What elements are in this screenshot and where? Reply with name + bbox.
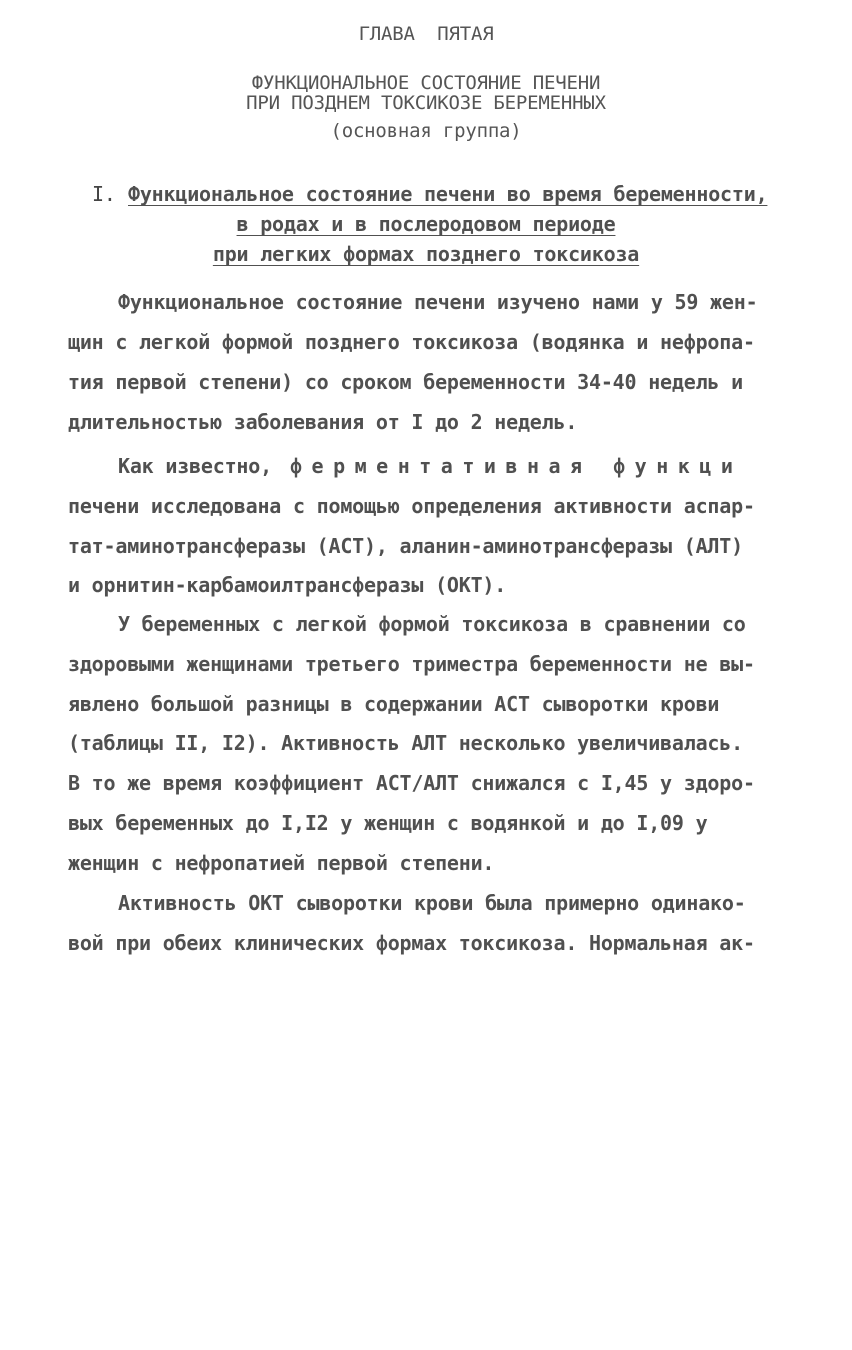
body-line-16: Активность ОКТ сыворотки крови была примерно одинако- [118, 891, 746, 915]
body-line-10: здоровыми женщинами третьего триместра беременности не вы- [68, 652, 755, 676]
body-line-11: явлено большой разницы в содержании АСТ сыворотки крови [68, 692, 720, 716]
body-line-1: Функциональное состояние печени изучено нами у 59 жен- [118, 290, 758, 314]
section-title-line-1: Функциональное состояние печени во время беременности, [128, 182, 768, 206]
body-line-8: и орнитин-карбамоилтрансферазы (ОКТ). [68, 573, 507, 597]
section-title-line-3: при легких формах позднего токсикоза [212, 242, 640, 266]
section-number: I. [92, 182, 116, 206]
body-line-4: длительностью заболевания от I до 2 недель. [68, 410, 578, 434]
body-line-3: тия первой степени) со сроком беременности 34-40 недель и [68, 370, 743, 394]
body-line-17: вой при обеих клинических формах токсикоза. Нормальная ак- [68, 931, 755, 955]
body-line-13: В то же время коэффициент АСТ/АЛТ снижался с I,45 у здоро- [68, 771, 755, 795]
section-title-line-2: в родах и в послеродовом периоде [236, 212, 616, 236]
body-line-7: тат-аминотрансферазы (АСТ), аланин-аминотрансферазы (АЛТ) [68, 534, 743, 558]
body-line-15: женщин с нефропатией первой степени. [68, 851, 495, 875]
chapter-subtitle-line-3: (основная группа) [330, 120, 522, 142]
body-line-5b-spaced: ферментативная функци [290, 454, 743, 478]
body-line-5a: Как известно, [118, 454, 272, 478]
chapter-title: ГЛАВА ПЯТАЯ [358, 23, 494, 45]
body-line-12: (таблицы II, I2). Активность АЛТ несколько увеличивалась. [68, 731, 743, 755]
body-line-14: вых беременных до I,I2 у женщин с водянкой и до I,09 у [68, 811, 708, 835]
body-line-9: У беременных с легкой формой токсикоза в сравнении со [118, 612, 746, 636]
chapter-subtitle-line-2: ПРИ ПОЗДНЕМ ТОКСИКОЗЕ БЕРЕМЕННЫХ [246, 92, 606, 114]
chapter-subtitle-line-1: ФУНКЦИОНАЛЬНОЕ СОСТОЯНИЕ ПЕЧЕНИ [251, 72, 601, 94]
body-line-2: щин с легкой формой позднего токсикоза (водянка и нефропа- [68, 330, 755, 354]
body-line-6: печени исследована с помощью определения активности аспар- [68, 494, 755, 518]
